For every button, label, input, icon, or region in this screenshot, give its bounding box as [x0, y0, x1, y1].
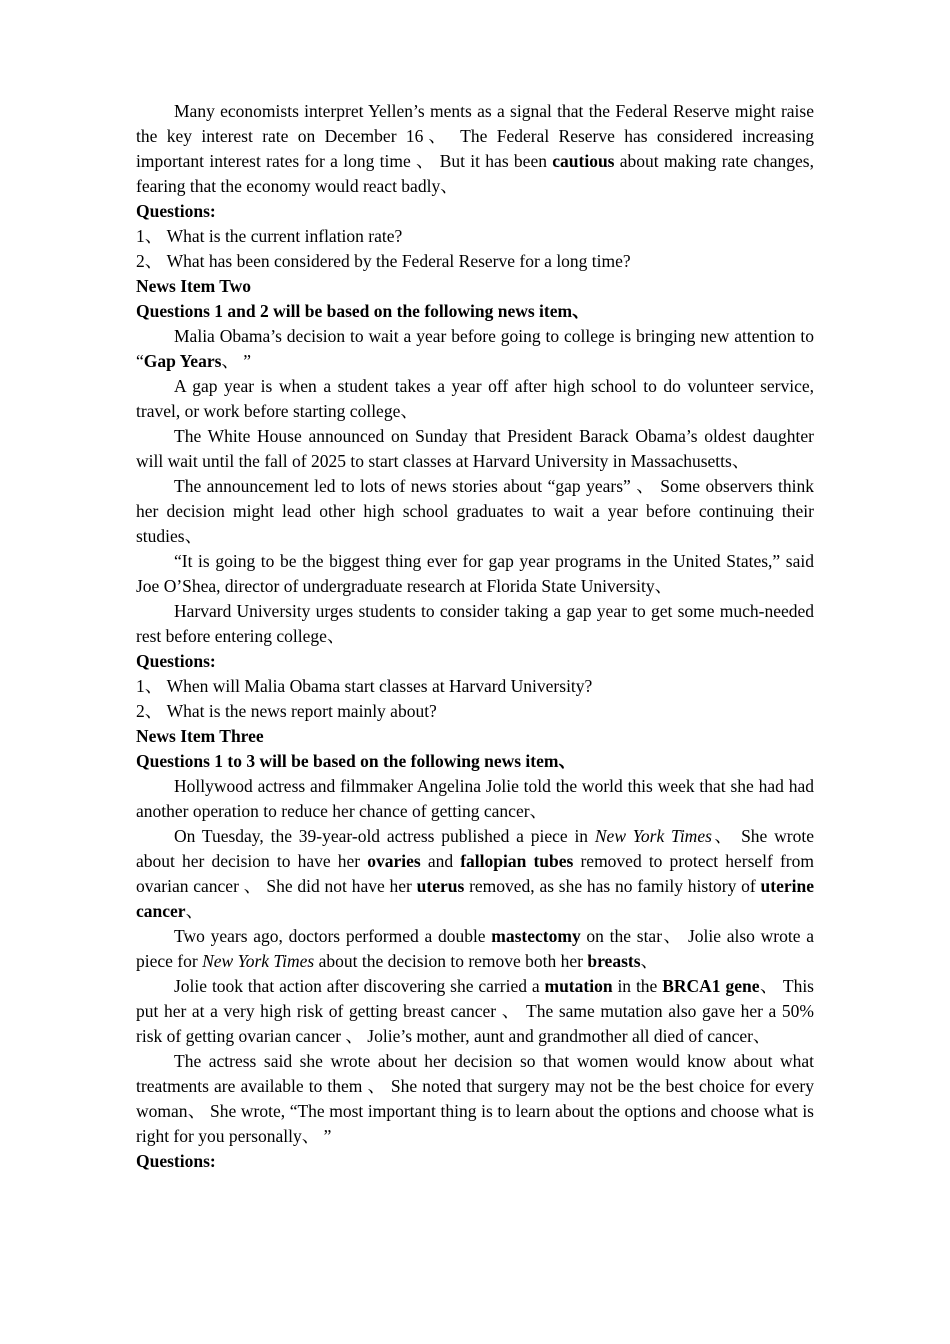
paragraph: Harvard University urges students to consider taking a gap year to get some much-needed rest before entering college、: [136, 601, 814, 646]
questions-heading: Questions:: [136, 1151, 216, 1171]
bold-term: Gap Years: [143, 351, 222, 371]
bold-term: uterine cancer: [136, 876, 814, 921]
text-run: about the decision to remove both her: [314, 951, 588, 971]
text-run: Malia Obama’s decision to wait a year before going to college is bringing new attention to “: [136, 326, 814, 371]
paragraph: The actress said she wrote about her decision so that women would know about what treatments are available to them 、 She noted that surgery may not be the best choice for every woman、 She wrote, “The most important thing is to learn about the options and choose what is right for you personally、 ”: [136, 1051, 814, 1146]
bold-term: mastectomy: [491, 926, 581, 946]
paragraph: Hollywood actress and filmmaker Angelina Jolie told the world this week that she had had another operation to reduce her chance of getting cancer、: [136, 776, 814, 821]
text-run: and: [420, 851, 461, 871]
news-item-title: News Item Two: [136, 276, 252, 296]
text-run: 、 This put her at a very high risk of getting breast cancer 、 The same mutation also gave her a 50% risk of getting ovarian cancer 、 Jolie’s mother, aunt and grandmother all died of cancer、: [136, 976, 814, 1046]
text-run: Jolie took that action after discovering she carried a: [174, 976, 545, 996]
paragraph: A gap year is when a student takes a year off after high school to do volunteer service, travel, or work before starting college、: [136, 376, 814, 421]
paragraph-yellen: [136, 99, 814, 199]
paragraph: The announcement led to lots of news stories about “gap years” 、 Some observers think her decision might lead other high school graduates to wait a year before continuing their studies、: [136, 476, 814, 546]
paragraph: “It is going to be the biggest thing ever for gap year programs in the United States,” said Joe O’Shea, director of undergraduate research at Florida State University、: [136, 551, 814, 596]
italic-title: New York Times: [202, 951, 315, 971]
text-run: 、: [640, 951, 659, 971]
question-item: 1、 What is the current inflation rate?: [136, 226, 403, 246]
news-item-title: News Item Three: [136, 726, 264, 746]
bold-term: cautious: [552, 151, 615, 171]
text-run: 、: [185, 901, 204, 921]
text-run: removed to protect herself from ovarian cancer 、 She did not have her: [136, 851, 814, 896]
paragraph: [136, 824, 814, 924]
news-item-intro: Questions 1 to 3 will be based on the following news item、: [136, 751, 576, 771]
question-item: 1、 When will Malia Obama start classes at Harvard University?: [136, 676, 593, 696]
text-run: removed, as she has no family history of: [464, 876, 761, 896]
text-run: On Tuesday, the 39-year-old actress published a piece in: [174, 826, 595, 846]
text-run: Many economists interpret Yellen’s ments as a signal that the Federal Reserve might raise the key interest rate on December 16、 The Federal Reserve has considered increasing important interest rates for a long time 、 But it has been: [136, 101, 814, 171]
questions-heading: Questions:: [136, 201, 216, 221]
news-item-intro: Questions 1 and 2 will be based on the following news item、: [136, 301, 590, 321]
bold-term: BRCA1 gene: [662, 976, 760, 996]
bold-term: ovaries: [367, 851, 421, 871]
text-run: 、 ”: [221, 351, 252, 371]
paragraph: The White House announced on Sunday that President Barack Obama’s oldest daughter will wait until the fall of 2025 to start classes at Harvard University in Massachusetts、: [136, 426, 814, 471]
document-page: [136, 99, 814, 1174]
paragraph: [136, 324, 814, 374]
bold-term: fallopian tubes: [460, 851, 574, 871]
paragraph: [136, 924, 814, 974]
text-run: 、 She wrote about her decision to have her: [136, 826, 814, 871]
bold-term: uterus: [416, 876, 465, 896]
text-run: about making rate changes, fearing that the economy would react badly、: [136, 151, 814, 196]
bold-term: mutation: [544, 976, 613, 996]
bold-term: breasts: [587, 951, 641, 971]
question-item: 2、 What is the news report mainly about?: [136, 701, 437, 721]
text-run: in the: [612, 976, 663, 996]
question-item: 2、 What has been considered by the Federal Reserve for a long time?: [136, 251, 631, 271]
text-run: Two years ago, doctors performed a double: [174, 926, 492, 946]
paragraph: [136, 974, 814, 1049]
italic-title: New York Times: [594, 826, 712, 846]
questions-heading: Questions:: [136, 651, 216, 671]
text-run: on the star、 Jolie also wrote a piece for: [136, 926, 814, 971]
